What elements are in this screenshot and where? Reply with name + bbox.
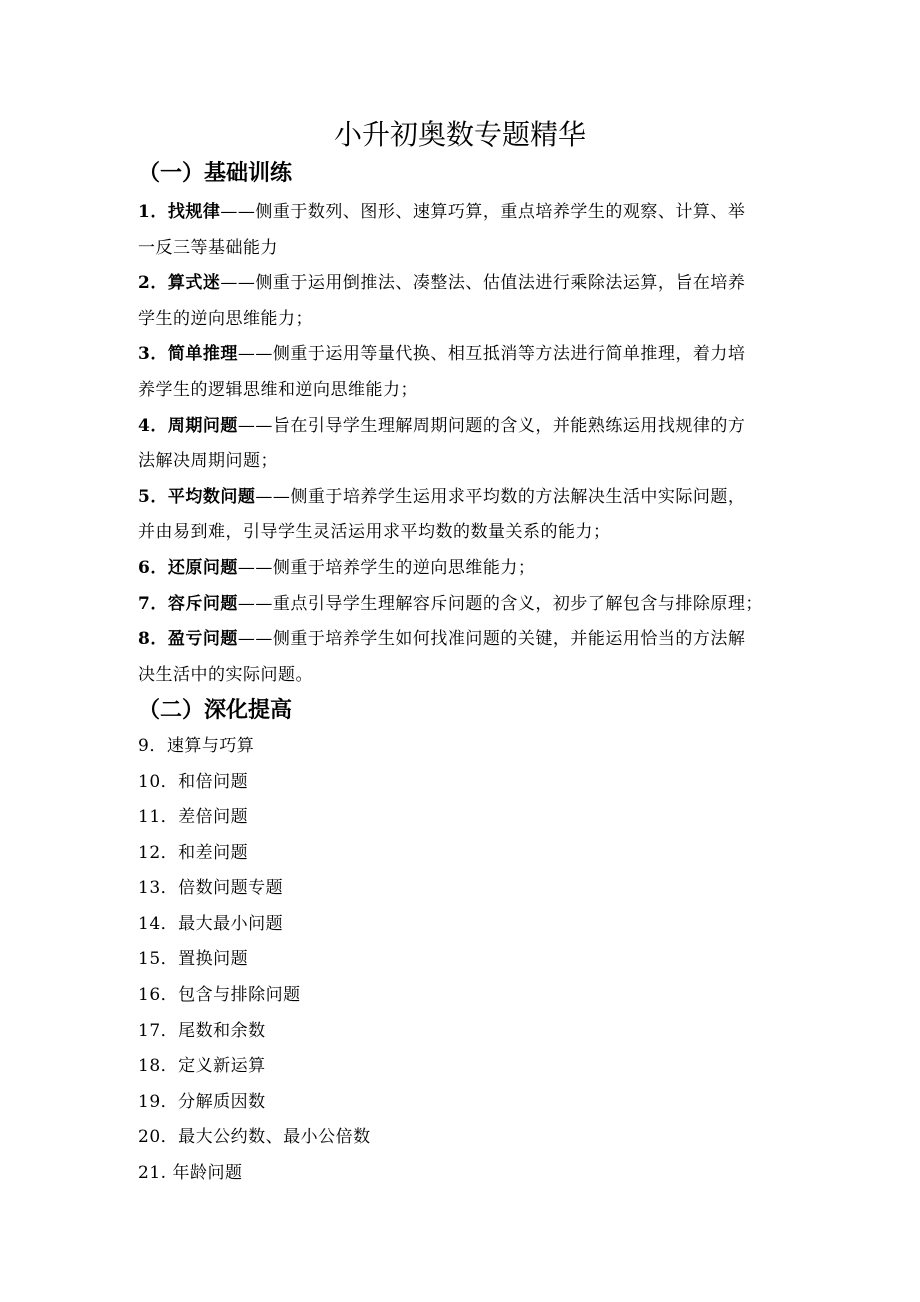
topic-item: 16．包含与排除问题 xyxy=(138,985,301,1006)
list-item xyxy=(138,195,788,231)
list-item xyxy=(138,480,788,516)
item-label: 2．算式迷 xyxy=(138,273,221,294)
list-item xyxy=(138,551,788,587)
topic-item: 17．尾数和余数 xyxy=(138,1020,266,1041)
topic-item: 12．和差问题 xyxy=(138,842,249,863)
topic-item: 13．倍数问题专题 xyxy=(138,878,284,899)
item-description-continued: 并由易到难，引导学生灵活运用求平均数的数量关系的能力； xyxy=(138,522,611,543)
item-label: 6．还原问题 xyxy=(138,557,238,578)
document-body xyxy=(138,195,788,1192)
list-item xyxy=(138,337,788,373)
topic-item: 20．最大公约数、最小公倍数 xyxy=(138,1127,371,1148)
item-description: ——重点引导学生理解容斥问题的含义，初步了解包含与排除原理； xyxy=(237,593,763,614)
item-label: 7．容斥问题 xyxy=(138,593,238,614)
item-description-continued: 决生活中的实际问题。 xyxy=(138,664,313,685)
list-item xyxy=(138,409,788,445)
topic-item: 9．速算与巧算 xyxy=(138,735,255,756)
item-description: ——侧重于培养学生运用求平均数的方法解决生活中实际问题， xyxy=(255,486,746,507)
topic-item: 11．差倍问题 xyxy=(138,807,249,828)
list-item xyxy=(138,266,788,302)
topic-item: 14．最大最小问题 xyxy=(138,913,284,934)
item-description: ——旨在引导学生理解周期问题的含义，并能熟练运用找规律的方 xyxy=(237,415,746,436)
topic-item: 18．定义新运算 xyxy=(138,1056,266,1077)
item-description: ——侧重于培养学生的逆向思维能力； xyxy=(237,557,536,578)
item-description: ——侧重于数列、图形、速算巧算，重点培养学生的观察、计算、举 xyxy=(220,202,746,222)
item-description-continued: 养学生的逻辑思维和逆向思维能力； xyxy=(138,379,418,400)
item-description-continued: 一反三等基础能力 xyxy=(138,237,278,258)
item-description: ——侧重于运用等量代换、相互抵消等方法进行简单推理，着力培 xyxy=(237,344,746,365)
item-description-continued: 学生的逆向思维能力； xyxy=(138,308,313,329)
item-label: 4．周期问题 xyxy=(138,415,238,436)
list-item xyxy=(138,587,788,623)
list-item xyxy=(138,622,788,658)
item-label: 5．平均数问题 xyxy=(138,486,256,507)
topic-item: 19．分解质因数 xyxy=(138,1091,266,1112)
item-description-continued: 法解决周期问题； xyxy=(138,451,278,472)
item-label: 3．简单推理 xyxy=(138,344,238,365)
section-heading-advanced: （二）深化提高 xyxy=(138,697,293,724)
topic-item: 21. 年龄问题 xyxy=(138,1163,243,1184)
item-label: 8．盈亏问题 xyxy=(138,629,238,650)
topic-item: 10．和倍问题 xyxy=(138,771,249,792)
document-title: 小升初奥数专题精华 xyxy=(333,118,586,151)
section-heading-basic-training: （一）基础训练 xyxy=(138,160,293,186)
topic-item: 15．置换问题 xyxy=(138,949,249,970)
item-description: ——侧重于运用倒推法、凑整法、估值法进行乘除法运算，旨在培养 xyxy=(220,273,746,294)
item-description: ——侧重于培养学生如何找准问题的关键，并能运用恰当的方法解 xyxy=(237,629,746,650)
item-label: 1．找规律 xyxy=(138,202,221,222)
